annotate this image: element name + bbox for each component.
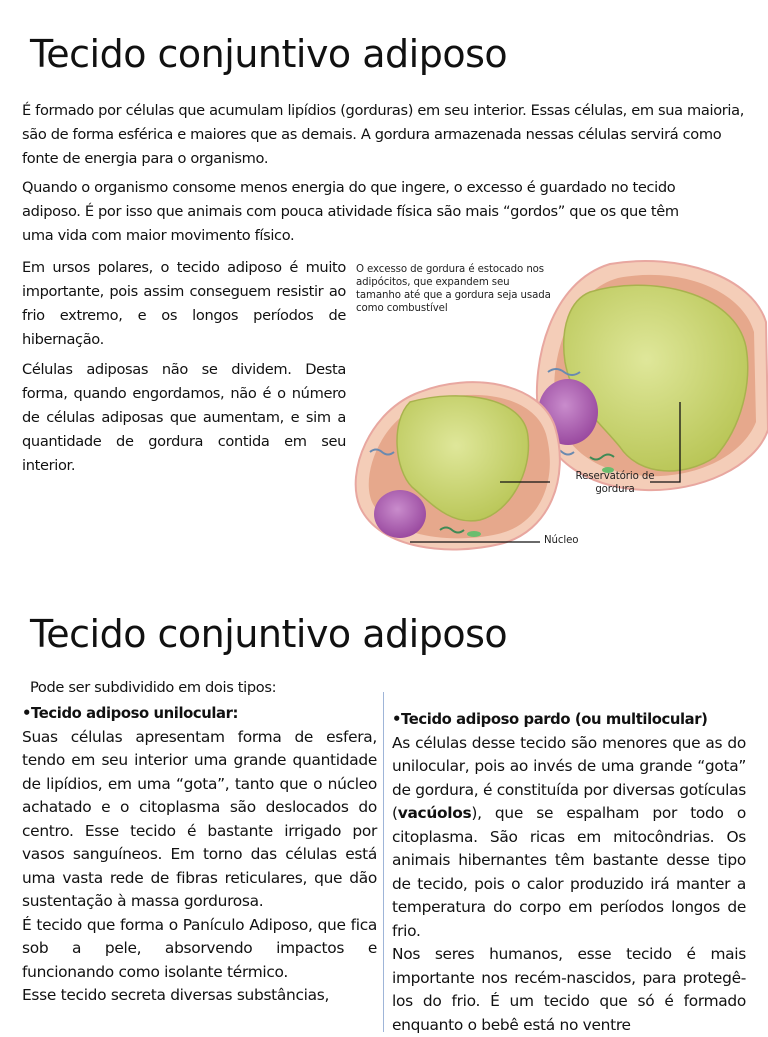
heading-unilocular: •Tecido adiposo unilocular: [22, 705, 239, 722]
figure-caption: O excesso de gordura é estocado nos adipócitos, que expandem seu tamanho até que a gordura seja usada como combustível [356, 264, 551, 314]
unilocular-secretion: Esse tecido secreta diversas substâncias, [22, 986, 330, 1004]
column-unilocular [22, 702, 377, 1008]
unilocular-paniculo: É tecido que forma o Panículo Adiposo, que fica sob a pele, absorvendo impactos e funcionando como isolante térmico. [22, 915, 377, 981]
multilocular-newborns: Nos seres humanos, esse tecido é mais importante nos recém-nascidos, para protegê-los do frio. É um tecido que só é formado enquanto o bebê está no ventre [392, 945, 746, 1034]
heading-multilocular: •Tecido adiposo pardo (ou multilocular) [392, 711, 708, 728]
label-fat-reservoir: Reservatório de gordura [575, 471, 655, 495]
vacuolos-term: vacúolos [397, 804, 472, 822]
slide-title: Tecido conjuntivo adiposo [30, 612, 508, 656]
slide-adipose-types [0, 592, 768, 1034]
small-adipocyte [356, 382, 560, 549]
column-divider [383, 692, 384, 1032]
paragraph-energy-storage: Quando o organismo consome menos energia do que ingere, o excesso é guardado no tecido adiposo. É por isso que animais com pouca atividade física são mais “gordos” que os que têm uma vida com maior movimento físico. [22, 179, 679, 244]
multilocular-description [392, 732, 746, 944]
nucleus-small [374, 490, 426, 538]
column-multilocular [392, 708, 746, 1037]
intro-text: Pode ser subdividido em dois tipos: [30, 679, 277, 696]
slide-title: Tecido conjuntivo adiposo [30, 32, 508, 76]
multilocular-text-b: ), que se espalham por todo o citoplasma. São ricas em mitocôndrias. Os animais hibernantes têm bastante desse tipo de tecido, pois o calor produzido irá manter a temperatura do corpo em períodos longos de frio. [392, 804, 746, 940]
multilocular-text-a: As células desse tecido são menores que as do unilocular, pois ao invés de uma grande “gota” de gordura, é constituída por diversas gotículas ( [392, 733, 746, 822]
paragraph-definition: É formado por células que acumulam lipídios (gorduras) em seu interior. Essas células, em sua maioria, são de forma esférica e maiores que as demais. A gordura armazenada nessas células servirá como fonte de energia para o organismo. [22, 102, 745, 167]
large-adipocyte [537, 261, 768, 490]
paragraph-cells-no-division: Células adiposas não se dividem. Desta forma, quando engordamos, não é o número de células adiposas que aumentam, e sim a quantidade de gordura contida em seu interior. [22, 361, 346, 474]
label-nucleus: Núcleo [544, 535, 579, 546]
paragraph-polar-bears: Em ursos polares, o tecido adiposo é muito importante, pois assim conseguem resistir ao frio extremo, e os longos períodos de hibernação. [22, 259, 346, 348]
unilocular-description: Suas células apresentam forma de esfera, tendo em seu interior uma grande quantidade de lipídios, em uma “gota”, tanto que o núcleo achatado e o citoplasma são deslocados do centro. Esse tecido é bastante irrigado por vasos sanguíneos. Em torno das células está uma vasta rede de fibras reticulares, que dão sustentação à massa gordurosa. [22, 727, 377, 910]
